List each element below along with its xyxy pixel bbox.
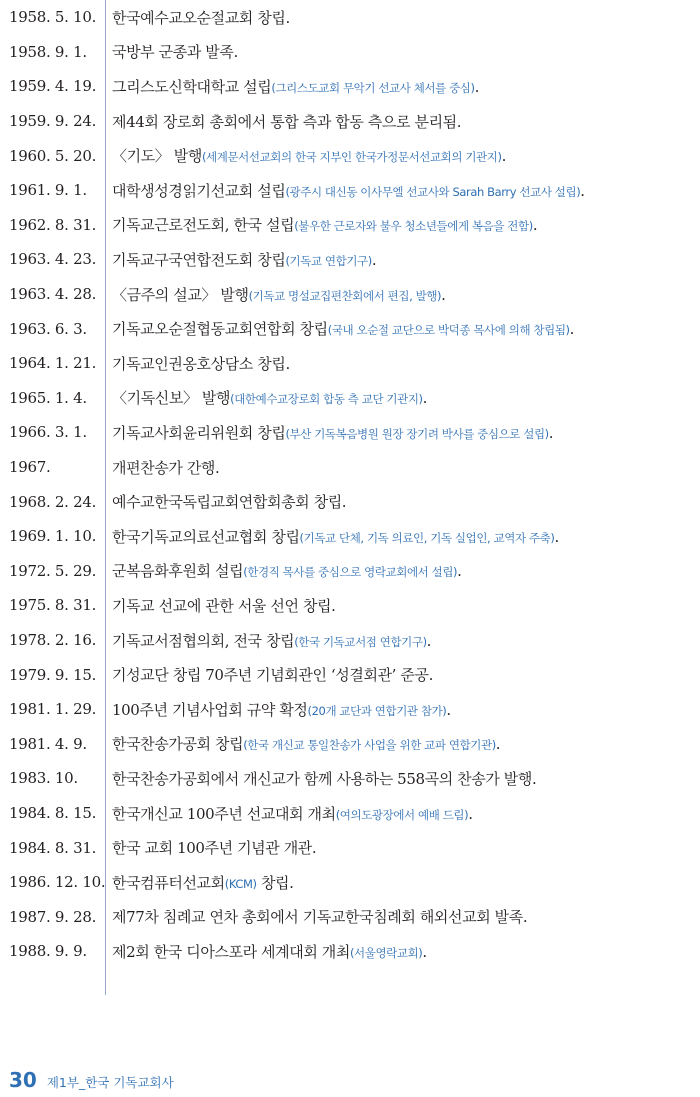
- entry-note: (여의도광장에서 예배 드림): [335, 807, 469, 822]
- entry-text: [112, 284, 692, 305]
- timeline-row: [0, 692, 700, 727]
- entry-note: (대한예수교장로회 합동 측 교단 기관지): [230, 392, 423, 407]
- timeline-row: [0, 242, 700, 277]
- entry-note: (기독교 연합기구): [285, 253, 372, 268]
- entry-date: 1960. 5. 20.: [9, 146, 97, 165]
- timeline-row: [0, 346, 700, 381]
- entry-text: [112, 422, 692, 443]
- entry-main: 제77차 침례교 연차 총회에서 기독교한국침례회 해외선교회 발족.: [112, 908, 528, 927]
- entry-date: 1986. 12. 10.: [9, 873, 106, 892]
- entry-note: (20개 교단과 연합기관 참가): [307, 703, 447, 718]
- timeline-row: [0, 208, 700, 243]
- entry-tail: .: [371, 250, 377, 269]
- entry-main: 한국기독교의료선교협회 창립: [112, 527, 300, 546]
- entry-tail: .: [457, 562, 462, 581]
- timeline-row: [0, 900, 700, 935]
- entry-note: (KCM): [224, 876, 257, 891]
- entry-text: [112, 630, 692, 651]
- entry-tail: .: [554, 527, 559, 546]
- timeline-row: [0, 277, 700, 312]
- timeline-row: [0, 830, 700, 865]
- entry-main: 〈기독신보〉 발행: [112, 389, 231, 408]
- entry-tail: .: [501, 147, 506, 166]
- entry-date: 1972. 5. 29.: [9, 561, 97, 580]
- timeline-row: [0, 104, 700, 139]
- entry-date: 1984. 8. 15.: [9, 804, 97, 823]
- entry-date: 1962. 8. 31.: [9, 215, 97, 234]
- timeline-row: [0, 761, 700, 796]
- entry-main: 그리스도신학대학교 설립: [112, 77, 272, 96]
- entry-tail: 창립.: [256, 873, 294, 892]
- entry-tail: .: [441, 285, 446, 304]
- entry-main: 기독교근로전도회, 한국 설립: [112, 216, 295, 235]
- entry-main: 한국예수교오순절교회 창립.: [112, 8, 290, 27]
- entry-text: [112, 318, 692, 339]
- running-title: 제1부_한국 기독교회사: [46, 1075, 174, 1090]
- timeline-row: [0, 138, 700, 173]
- timeline-row: [0, 623, 700, 658]
- entry-note: (서울영락교회): [349, 945, 423, 960]
- entry-date: 1963. 4. 28.: [9, 285, 97, 304]
- entry-text: [112, 491, 692, 512]
- timeline-row: [0, 796, 700, 831]
- entry-date: 1963. 4. 23.: [9, 250, 97, 269]
- timeline-row: [0, 415, 700, 450]
- entry-main: 기독교인권옹호상담소 창립.: [112, 354, 290, 373]
- entry-date: 1964. 1. 21.: [9, 354, 97, 373]
- entry-note: (한국 개신교 통일찬송가 사업을 위한 교파 연합기관): [243, 738, 496, 753]
- entry-note: (한국 기독교서점 연합기구): [294, 634, 427, 649]
- entry-date: 1963. 6. 3.: [9, 319, 87, 338]
- entry-tail: .: [569, 320, 574, 339]
- entry-text: [112, 7, 692, 28]
- entry-text: [112, 457, 692, 478]
- entry-text: [112, 41, 692, 62]
- entry-date: 1958. 5. 10.: [9, 8, 97, 27]
- entry-date: 1959. 4. 19.: [9, 77, 97, 96]
- entry-date: 1978. 2. 16.: [9, 631, 97, 650]
- timeline-row: [0, 519, 700, 554]
- entry-tail: .: [468, 804, 473, 823]
- timeline-row: [0, 173, 700, 208]
- timeline-row: [0, 588, 700, 623]
- entry-text: [112, 76, 692, 97]
- entry-main: 개편찬송가 간행.: [112, 458, 220, 477]
- entry-note: (세계문서선교회의 한국 지부인 한국가정문서선교회의 기관지): [201, 150, 502, 165]
- timeline-row: [0, 69, 700, 104]
- entry-note: (광주시 대신동 이사무엘 선교사와 Sarah Barry 선교사 설립): [285, 184, 581, 199]
- entry-date: 1959. 9. 24.: [9, 112, 97, 131]
- entry-text: [112, 145, 692, 166]
- entry-date: 1966. 3. 1.: [9, 423, 87, 442]
- entry-text: [112, 595, 692, 616]
- entry-text: [112, 387, 692, 408]
- timeline-row: [0, 554, 700, 589]
- entry-date: 1961. 9. 1.: [9, 181, 87, 200]
- entry-main: 기성교단 창립 70주년 기념회관인 ‘성결회관’ 준공.: [112, 666, 433, 685]
- timeline-row: [0, 311, 700, 346]
- entry-text: [112, 560, 692, 581]
- entry-text: [112, 111, 692, 132]
- entry-main: 한국찬송가공회에서 개신교가 함께 사용하는 558곡의 찬송가 발행.: [112, 769, 537, 788]
- entry-date: 1981. 1. 29.: [9, 700, 97, 719]
- entry-main: 기독교구국연합전도회 창립: [112, 250, 286, 269]
- entry-text: [112, 837, 692, 858]
- entry-date: 1984. 8. 31.: [9, 838, 97, 857]
- timeline-row: [0, 727, 700, 762]
- entry-main: 〈금주의 설교〉 발행: [112, 285, 249, 304]
- entry-text: [112, 526, 692, 547]
- entry-text: [112, 664, 692, 685]
- entry-date: 1981. 4. 9.: [9, 734, 87, 753]
- entry-tail: .: [422, 389, 428, 408]
- entry-date: 1979. 9. 15.: [9, 665, 97, 684]
- timeline-row: [0, 381, 700, 416]
- entry-date: 1983. 10.: [9, 769, 78, 788]
- entry-date: 1987. 9. 28.: [9, 907, 97, 926]
- timeline-row: [0, 865, 700, 900]
- entry-date: 1968. 2. 24.: [9, 492, 97, 511]
- entry-main: 한국 교회 100주년 기념관 개관.: [112, 839, 317, 858]
- entry-main: 한국개신교 100주년 선교대회 개최: [112, 804, 336, 823]
- entry-tail: .: [495, 735, 501, 754]
- entry-note: (부산 기독복음병원 원장 장기려 박사를 중심으로 설립): [285, 426, 549, 441]
- entry-date: 1988. 9. 9.: [9, 942, 87, 961]
- entry-main: 제44회 장로회 총회에서 통합 측과 합동 측으로 분리됨.: [112, 112, 462, 131]
- entry-text: [112, 872, 692, 893]
- entry-tail: .: [532, 216, 538, 235]
- entry-note: (한경직 목사를 중심으로 영락교회에서 설립): [243, 565, 458, 580]
- entry-text: [112, 803, 692, 824]
- entry-main: 한국컴퓨터선교회: [112, 873, 225, 892]
- entry-date: 1965. 1. 4.: [9, 388, 87, 407]
- entry-text: [112, 180, 692, 201]
- entry-main: 제2회 한국 디아스포라 세계대회 개최: [112, 942, 350, 961]
- timeline-row: [0, 35, 700, 70]
- timeline-row: [0, 934, 700, 969]
- entry-text: [112, 699, 692, 720]
- entry-main: 100주년 기념사업회 규약 확정: [112, 700, 308, 719]
- entry-tail: .: [548, 423, 554, 442]
- entry-main: 〈기도〉 발행: [112, 147, 202, 166]
- entry-note: (국내 오순절 교단으로 박덕종 목사에 의해 창립됨): [327, 323, 570, 338]
- entry-text: [112, 768, 692, 789]
- entry-tail: .: [446, 700, 451, 719]
- page-footer: [9, 1068, 174, 1094]
- entry-main: 기독교오순절협동교회연합회 창립: [112, 320, 328, 339]
- timeline-row: [0, 0, 700, 35]
- timeline-row: [0, 657, 700, 692]
- timeline-row: [0, 484, 700, 519]
- page-number: 30: [9, 1068, 37, 1092]
- entry-note: (그리스도교회 무악기 선교사 체서를 중심): [271, 80, 475, 95]
- entry-note: (기독교 단체, 기독 의료인, 기독 실업인, 교역자 주축): [299, 530, 555, 545]
- entry-text: [112, 906, 692, 927]
- entry-tail: .: [426, 631, 432, 650]
- entry-main: 군복음화후원회 설립: [112, 562, 244, 581]
- entry-tail: .: [422, 942, 427, 961]
- entry-tail: .: [580, 181, 585, 200]
- entry-note: (기독교 명설교집편찬회에서 편집, 발행): [248, 288, 442, 303]
- entry-main: 한국찬송가공회 창립: [112, 735, 244, 754]
- entry-main: 기독교서점협의회, 전국 창립: [112, 631, 295, 650]
- entry-text: [112, 214, 692, 235]
- entry-tail: .: [474, 77, 479, 96]
- entry-main: 기독교사회윤리위원회 창립: [112, 423, 286, 442]
- entry-main: 기독교 선교에 관한 서울 선언 창립.: [112, 596, 336, 615]
- entry-date: 1975. 8. 31.: [9, 596, 97, 615]
- entry-main: 국방부 군종과 발족.: [112, 43, 238, 62]
- timeline-row: [0, 450, 700, 485]
- entry-date: 1958. 9. 1.: [9, 42, 87, 61]
- entry-text: [112, 249, 692, 270]
- entry-main: 대학생성경읽기선교회 설립: [112, 181, 286, 200]
- entry-main: 예수교한국독립교회연합회총회 창립.: [112, 493, 347, 512]
- entry-date: 1969. 1. 10.: [9, 527, 97, 546]
- entry-text: [112, 733, 692, 754]
- entry-text: [112, 353, 692, 374]
- entry-text: [112, 941, 692, 962]
- entry-date: 1967.: [9, 458, 51, 477]
- entry-note: (불우한 근로자와 불우 청소년들에게 복음을 전함): [294, 219, 533, 234]
